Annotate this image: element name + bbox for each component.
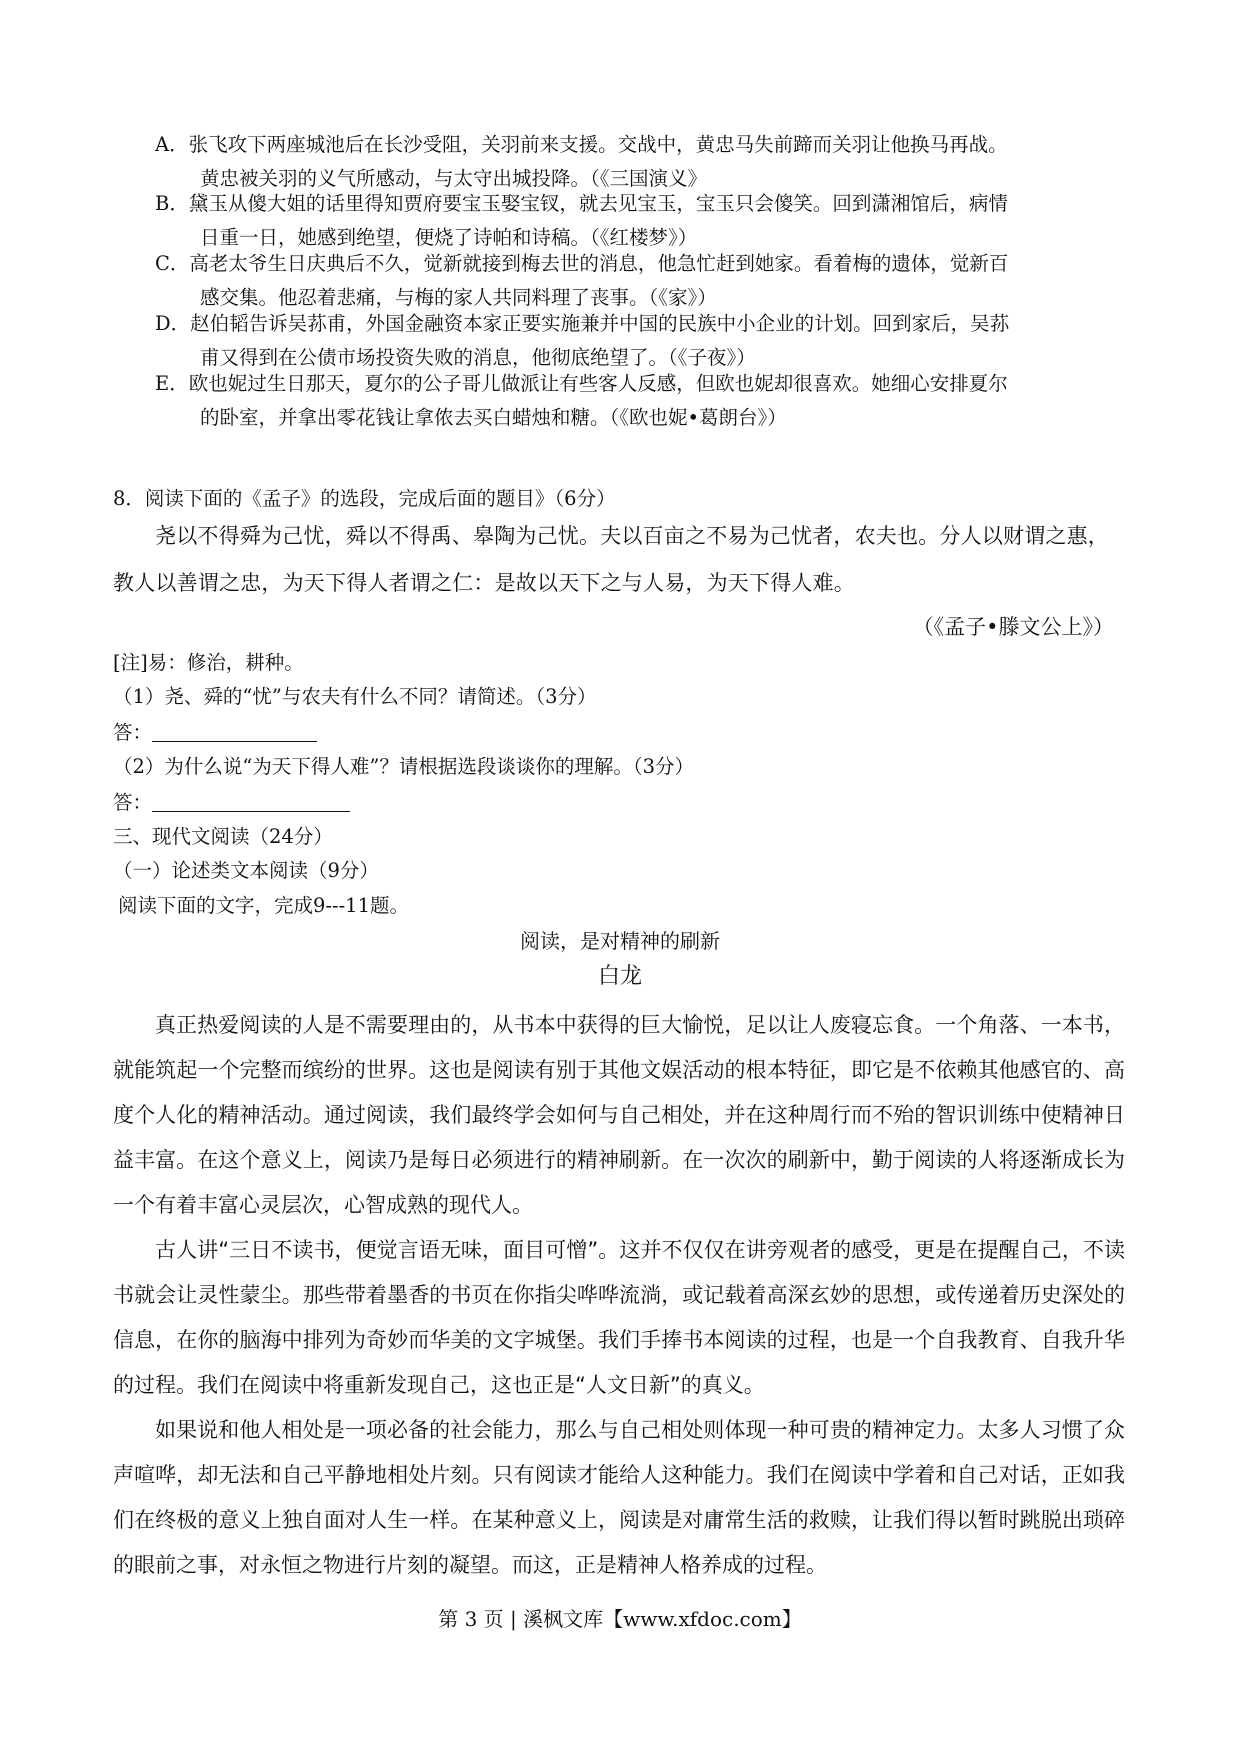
mencius-passage <box>113 513 1125 607</box>
option-c-line2: 感交集。他忍着悲痛，与梅的家人共同料理了丧事。（《家》） <box>200 286 717 309</box>
option-b-line2: 日重一日，她感到绝望，便烧了诗帕和诗稿。（《红楼梦》） <box>200 226 698 249</box>
answer-blank-2[interactable] <box>152 787 350 812</box>
answer-blank-1[interactable] <box>152 717 317 742</box>
page-footer: 第 3 页 | 溪枫文库【www.xfdoc.com】 <box>438 1607 802 1631</box>
option-b <box>155 187 1130 255</box>
answer-label-1: 答： <box>113 721 153 744</box>
annotation-note: [注]易：修治，耕种。 <box>113 651 304 674</box>
article-paragraph-2: 古人讲“三日不读书，便觉言语无味，面目可憎”。这并不仅仅在讲旁观者的感受，更是在提醒自己，不读书就会让灵性蒙尘。那些带着墨香的书页在你指尖哗哗流淌，或记载着高深玄妙的思想，或传递着历史深处的信息，在你的脑海中排列为奇妙而华美的文字城堡。我们手捧书本阅读的过程，也是一个自我教育、自我升华的过程。我们在阅读中将重新发现自己，这也正是“人文日新”的真义。 <box>113 1238 1125 1397</box>
question-8-heading: 8．阅读下面的《孟子》的选段，完成后面的题目》（6分） <box>113 487 616 510</box>
article-author: 白龙 <box>597 964 642 989</box>
reading-instruction: 阅读下面的文字，完成9---11题。 <box>118 894 409 917</box>
article-paragraph-3: 如果说和他人相处是一项必备的社会能力，那么与自己相处则体现一种可贵的精神定力。太多人习惯了众声喧哗，却无法和自己平静地相处片刻。只有阅读才能给人这种能力。我们在阅读中学着和自己对话，正如我们在终极的意义上独自面对人生一样。在某种意义上，阅读是对庸常生活的救赎，让我们得以暂时跳脱出琐碎的眼前之事，对永恒之物进行片刻的凝望。而这，正是精神人格养成的过程。 <box>113 1418 1125 1577</box>
option-c-line1: C．高老太爷生日庆典后不久，觉新就接到梅去世的消息，他急忙赶到她家。看着梅的遗体，觉新百 <box>155 252 1009 275</box>
section-3-sub-heading: （一）论述类文本阅读（9分） <box>113 859 379 882</box>
option-a-line1: A．张飞攻下两座城池后在长沙受阻，关羽前来支援。交战中，黄忠马失前蹄而关羽让他换马再战。 <box>155 133 1008 156</box>
mencius-passage-line2: 教人以善谓之忠，为天下得人者谓之仁：是故以天下之与人易，为天下得人难。 <box>113 571 855 595</box>
option-e <box>155 367 1130 435</box>
option-e-line2: 的卧室，并拿出零花钱让拿侬去买白蜡烛和糖。（《欧也妮•葛朗台》） <box>200 406 787 429</box>
section-3-heading: 三、现代文阅读（24分） <box>113 825 333 848</box>
answer-row-2 <box>113 787 350 818</box>
option-d-line1: D．赵伯韬告诉吴荪甫，外国金融资本家正要实施兼并中国的民族中小企业的计划。回到家后，吴荪 <box>155 312 1010 335</box>
option-a <box>155 128 1130 196</box>
option-b-line1: B．黛玉从傻大姐的话里得知贾府要宝玉娶宝钗，就去见宝玉，宝玉只会傻笑。回到潇湘馆后，病情 <box>155 192 1008 215</box>
passage-source: （《孟子•滕文公上》） <box>912 615 1114 639</box>
sub-question-2: （2）为什么说“为天下得人难”？请根据选段谈谈你的理解。（3分） <box>113 755 695 778</box>
option-d-line2: 甫又得到在公债市场投资失败的消息，他彻底绝望了。（《子夜》） <box>200 346 756 369</box>
mencius-passage-line1: 尧以不得舜为己忧，舜以不得禹、皋陶为己忧。夫以百亩之不易为己忧者，农夫也。分人以财谓之惠， <box>155 524 1109 548</box>
option-a-line2: 黄忠被关羽的义气所感动，与太守出城投降。（《三国演义》 <box>200 167 708 190</box>
article-title: 阅读，是对精神的刷新 <box>520 929 720 953</box>
option-c <box>155 247 1130 315</box>
sub-question-1: （1）尧、舜的“忧”与农夫有什么不同？请简述。（3分） <box>113 685 597 708</box>
answer-label-2: 答： <box>113 791 153 814</box>
option-e-line1: E．欧也妮过生日那天，夏尔的公子哥儿做派让有些客人反感，但欧也妮却很喜欢。她细心安排夏尔 <box>155 372 1008 395</box>
article-paragraph-1: 真正热爱阅读的人是不需要理由的，从书本中获得的巨大愉悦，足以让人废寝忘食。一个角落、一本书，就能筑起一个完整而缤纷的世界。这也是阅读有别于其他文娱活动的根本特征，即它是不依赖其他感官的、高度个人化的精神活动。通过阅读，我们最终学会如何与自己相处，并在这种周行而不殆的智识训练中使精神日益丰富。在这个意义上，阅读乃是每日必须进行的精神刷新。在一次次的刷新中，勤于阅读的人将逐渐成长为一个有着丰富心灵层次，心智成熟的现代人。 <box>113 1013 1125 1217</box>
option-d <box>155 307 1130 375</box>
answer-row-1 <box>113 717 317 748</box>
